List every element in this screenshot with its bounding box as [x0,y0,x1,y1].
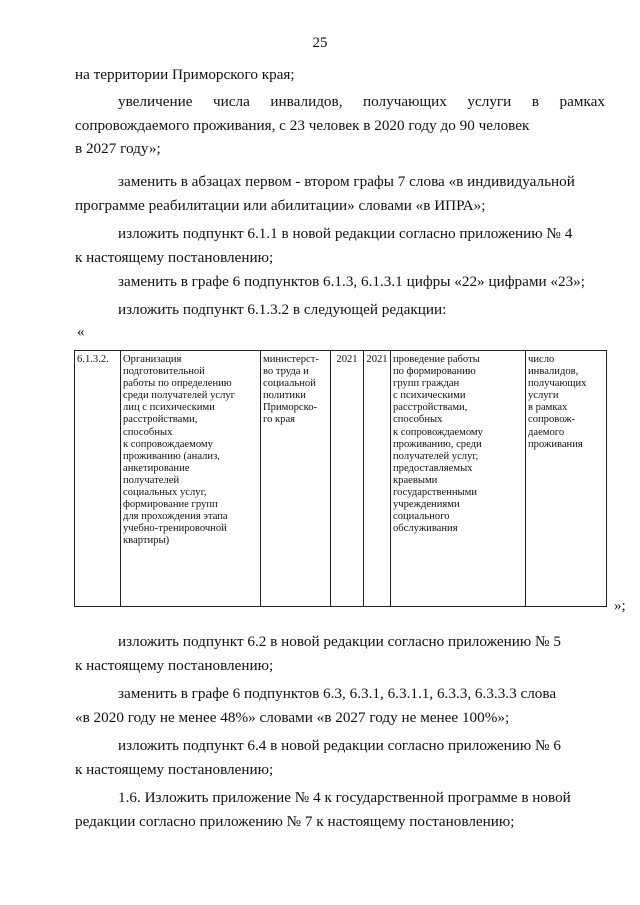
cell-line: квартиры) [123,535,170,547]
paragraph-line: сопровождаемого проживания, с 23 человек в 2020 году до 90 человек [75,116,530,134]
cell-line: государственными [393,487,478,499]
cell-line: среди получателей услуг [123,390,235,402]
paragraph-line: 1.6. Изложить приложение № 4 к государственной программе в новой [118,789,571,806]
cell-line: Организация [123,354,182,365]
paragraph-line: изложить подпункт 6.4 в новой редакции согласно приложению № 6 [118,737,561,754]
word: рамках [559,93,605,110]
paragraph-line: заменить в абзацах первом - втором графы 7 слова «в индивидуальной [118,173,575,190]
paragraph-line: к настоящему постановлению; [75,760,274,778]
paragraph-line: к настоящему постановлению; [75,656,274,674]
paragraph [75,298,605,322]
cell-line: министерст- [263,354,319,365]
paragraph-line [75,90,605,114]
cell-line: получающих [528,378,587,390]
cell-line: получателей услуг, [393,450,479,462]
cell-line: к сопровождаемому [393,426,483,438]
cell-line: учебно-тренировочной [123,523,227,535]
paragraph-line: «в 2020 году не менее 48%» словами «в 2027 году не менее 100%»; [75,708,510,726]
paragraph-line: изложить подпункт 6.1.3.2 в следующей редакции: [118,301,447,318]
cell-line: анкетирование [123,462,190,474]
cell-line: для прохождения этапа [123,511,228,523]
paragraph-line: заменить в графе 6 подпунктов 6.1.3, 6.1.3.1 цифры «22» цифрами «23»; [118,273,586,290]
cell-line: предоставляемых [393,462,473,474]
cell-line: проживанию, среди [393,438,482,450]
cell-line: групп граждан [393,378,460,390]
cell-line: проживания [528,438,583,450]
cell-line: го края [263,414,296,426]
cell-line: обслуживания [393,523,458,535]
close-quote: »; [614,598,626,614]
cell-line: Приморско- [263,402,318,414]
word: в [531,93,539,110]
cell-line: социальных услуг, [123,487,207,499]
cell-line: способных [393,414,443,426]
cell-line: формирование групп [123,499,218,511]
paragraph-line: редакции согласно приложению № 7 к настоящему постановлению; [75,812,515,830]
cell-line: сопровож- [528,414,576,426]
cell-line: услуги [528,390,559,402]
paragraph [75,682,605,729]
cell-line: социальной [263,378,316,390]
cell-line: в рамках [528,402,568,414]
paragraph-line: в 2027 году»; [75,140,161,157]
word: инвалидов, [270,93,343,110]
paragraph [75,734,605,781]
paragraph [75,222,605,269]
cell-line: число [528,354,555,365]
program-table [74,350,607,607]
word: услуги [467,93,512,110]
cell-expected-result [391,351,526,607]
cell-line: работы по определению [123,378,232,390]
cell-line: лиц с психическими [123,402,215,414]
paragraph [75,63,605,87]
open-quote: « [77,324,85,340]
paragraph-line: на территории Приморского края; [75,66,295,83]
paragraph-line: изложить подпункт 6.2 в новой редакции согласно приложению № 5 [118,633,561,650]
cell-line: расстройствами, [123,414,198,426]
cell-line: учреждениями [393,499,460,511]
cell-line: получателей [123,474,180,486]
paragraph [75,630,605,677]
paragraph [75,786,605,833]
paragraph-line: заменить в графе 6 подпунктов 6.3, 6.3.1, 6.3.1.1, 6.3.3, 6.3.3.3 слова [118,685,557,702]
cell-indicator [526,351,607,607]
word: получающих [363,93,447,110]
cell-line: способных [123,426,173,438]
paragraph-line: к настоящему постановлению; [75,248,274,266]
cell-activity-name [121,351,261,607]
cell-line: по формированию [393,366,476,378]
paragraph [75,270,605,294]
cell-line: с психическими [393,390,466,402]
cell-line: подготовительной [123,366,205,378]
cell-number: 6.1.3.2. [75,351,121,607]
page-number: 25 [312,35,328,51]
cell-year-end: 2021 [364,351,391,607]
cell-line: к сопровождаемому [123,438,213,450]
cell-line: политики [263,390,306,402]
word: увеличение [118,93,193,110]
cell-line: во труда и [263,366,309,378]
table-row [75,351,607,607]
cell-line: инвалидов, [528,366,579,378]
cell-line: проведение работы [393,354,480,365]
paragraph [75,90,605,161]
paragraph [75,170,605,217]
paragraph-line: изложить подпункт 6.1.1 в новой редакции согласно приложению № 4 [118,225,573,242]
cell-line: социального [393,511,450,523]
cell-line: проживанию (анализ, [123,450,220,462]
word: числа [213,93,250,110]
cell-executor [261,351,331,607]
cell-year-start: 2021 [331,351,364,607]
cell-line: даемого [528,426,565,438]
cell-line: расстройствами, [393,402,468,414]
cell-line: краевыми [393,474,438,486]
paragraph-line: программе реабилитации или абилитации» словами «в ИПРА»; [75,196,486,214]
